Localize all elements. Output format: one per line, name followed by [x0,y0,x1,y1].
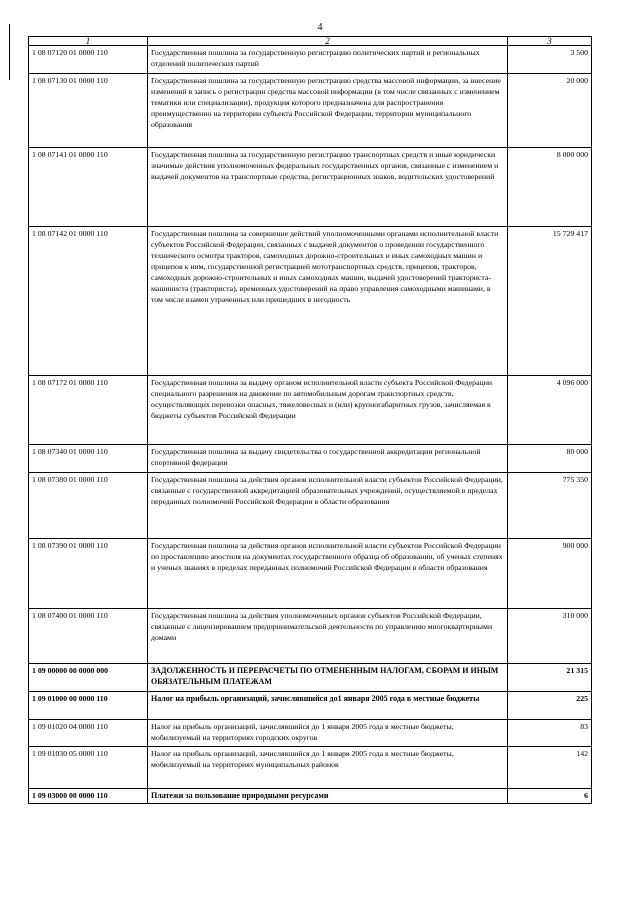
row-code: 1 08 07340 01 0000 110 [29,445,148,473]
row-amount: 900 000 [508,539,592,609]
table-header-row [29,37,592,46]
row-amount: 20 000 [508,74,592,148]
table-row [29,747,592,789]
row-code: 1 09 01030 05 0000 110 [29,747,148,789]
table-row [29,473,592,539]
row-amount: 4 096 000 [508,376,592,445]
row-code: 1 08 07141 01 0000 110 [29,148,148,227]
row-description: Государственная пошлина за выдачу органом исполнительной власти субъекта Российской Федерации специального разрешения на движение по автомобильным дорогам транспортных средств, осуществляющих перевозки опасных, тяжеловесных и (или) крупногабаритных грузов, зачисляемая в бюджеты субъектов Российской Федерации [148,376,508,445]
table-row [29,148,592,227]
row-code: 1 08 07400 01 0000 110 [29,609,148,664]
row-description: Государственная пошлина за выдачу свидетельства о государственной аккредитации региональной спортивной федерации [148,445,508,473]
row-code: 1 08 07120 01 0000 110 [29,46,148,74]
row-code: 1 09 01020 04 0000 110 [29,720,148,747]
row-description: ЗАДОЛЖЕННОСТЬ И ПЕРЕРАСЧЕТЫ ПО ОТМЕНЕННЫМ НАЛОГАМ, СБОРАМ И ИНЫМ ОБЯЗАТЕЛЬНЫМ ПЛАТЕЖАМ [148,664,508,692]
column-header-description: 2 [148,37,508,46]
column-header-amount: 3 [508,37,592,46]
row-code: 1 08 07130 01 0000 110 [29,74,148,148]
row-amount: 310 000 [508,609,592,664]
row-description: Государственная пошлина за государственную регистрацию политических партий и региональных отделений политических партий [148,46,508,74]
row-description: Налог на прибыль организаций, зачислявшийся до 1 января 2005 года в местные бюджеты, мобилизуемый на территориях муниципальных районов [148,747,508,789]
row-amount: 6 [508,789,592,804]
row-amount: 225 [508,692,592,720]
row-description: Налог на прибыль организаций, зачислявшийся до 1 января 2005 года в местные бюджеты, мобилизуемый на территориях городских округов [148,720,508,747]
table-row [29,74,592,148]
row-description: Государственная пошлина за действия органов исполнительной власти субъектов Российской Федерации по проставлению апостиля на документах государственного образца об образовании, об ученых степенях и ученых званиях в пределах переданных полномочий Российской Федерации в области образования [148,539,508,609]
row-description: Государственная пошлина за государственную регистрацию средства массовой информации, за внесение изменений в запись о регистрации средства массовой информации (в том числе связанных с изменением тематики или специализации), продукция которого предназначена для распространения преимущественно на территории субъекта Российской Федерации, территории муниципального образования [148,74,508,148]
row-amount: 83 [508,720,592,747]
row-amount: 775 350 [508,473,592,539]
row-description: Государственная пошлина за действия органов исполнительной власти субъектов Российской Федерации, связанные с государственной аккредитацией образовательных учреждений, осуществляемой в пределах переданных полномочий Российской Федерации в области образования [148,473,508,539]
table-row [29,46,592,74]
table-row [29,664,592,692]
margin-line [9,24,10,80]
row-code: 1 08 07172 01 0000 110 [29,376,148,445]
table-row [29,789,592,804]
table-row [29,227,592,376]
row-amount: 80 000 [508,445,592,473]
row-code: 1 09 03000 00 0000 110 [29,789,148,804]
table-row [29,376,592,445]
table-row [29,692,592,720]
row-description: Налог на прибыль организаций, зачислявшийся до1 января 2005 года в местные бюджеты [148,692,508,720]
row-code: 1 08 07142 01 0000 110 [29,227,148,376]
row-amount: 15 729 417 [508,227,592,376]
row-description: Государственная пошлина за государственную регистрацию транспортных средств и иные юридически значимые действия уполномоченных федеральных государственных органов, связанные с изменением и выдачей документов на транспортные средства, регистрационных знаков, водительских удостоверений [148,148,508,227]
row-code: 1 08 07390 01 0000 110 [29,539,148,609]
row-description: Государственная пошлина за совершение действий уполномоченными органами исполнительной власти субъектов Российской Федерации, связанных с выдачей документов о проведении государственного технического осмотра тракторов, самоходных дорожно-строительных и иных самоходных машин и прицепов к ним, государственной регистрацией мототранспортных средств, прицепов, тракторов, самоходных дорожно-строительных и иных самоходных машин, выдачей удостоверений тракториста-машиниста (тракториста), временных удостоверений на право управления самоходными машинами, в том числе взамен утраченных или пришедших в негодность [148,227,508,376]
row-code: 1 08 07380 01 0000 110 [29,473,148,539]
row-amount: 142 [508,747,592,789]
table-row [29,539,592,609]
budget-table [28,36,592,804]
row-code: 1 09 00000 00 0000 000 [29,664,148,692]
row-description: Государственная пошлина за действия уполномоченных органов субъектов Российской Федерации, связанные с лицензированием предпринимательской деятельности по управлению многоквартирными домами [148,609,508,664]
row-amount: 21 315 [508,664,592,692]
row-description: Платежи за пользование природными ресурсами [148,789,508,804]
row-code: 1 09 01000 00 0000 110 [29,692,148,720]
row-amount: 8 000 000 [508,148,592,227]
column-header-code: 1 [29,37,148,46]
table-row [29,609,592,664]
row-amount: 3 500 [508,46,592,74]
page-number: 4 [317,22,323,33]
table-row [29,445,592,473]
table-row [29,720,592,747]
